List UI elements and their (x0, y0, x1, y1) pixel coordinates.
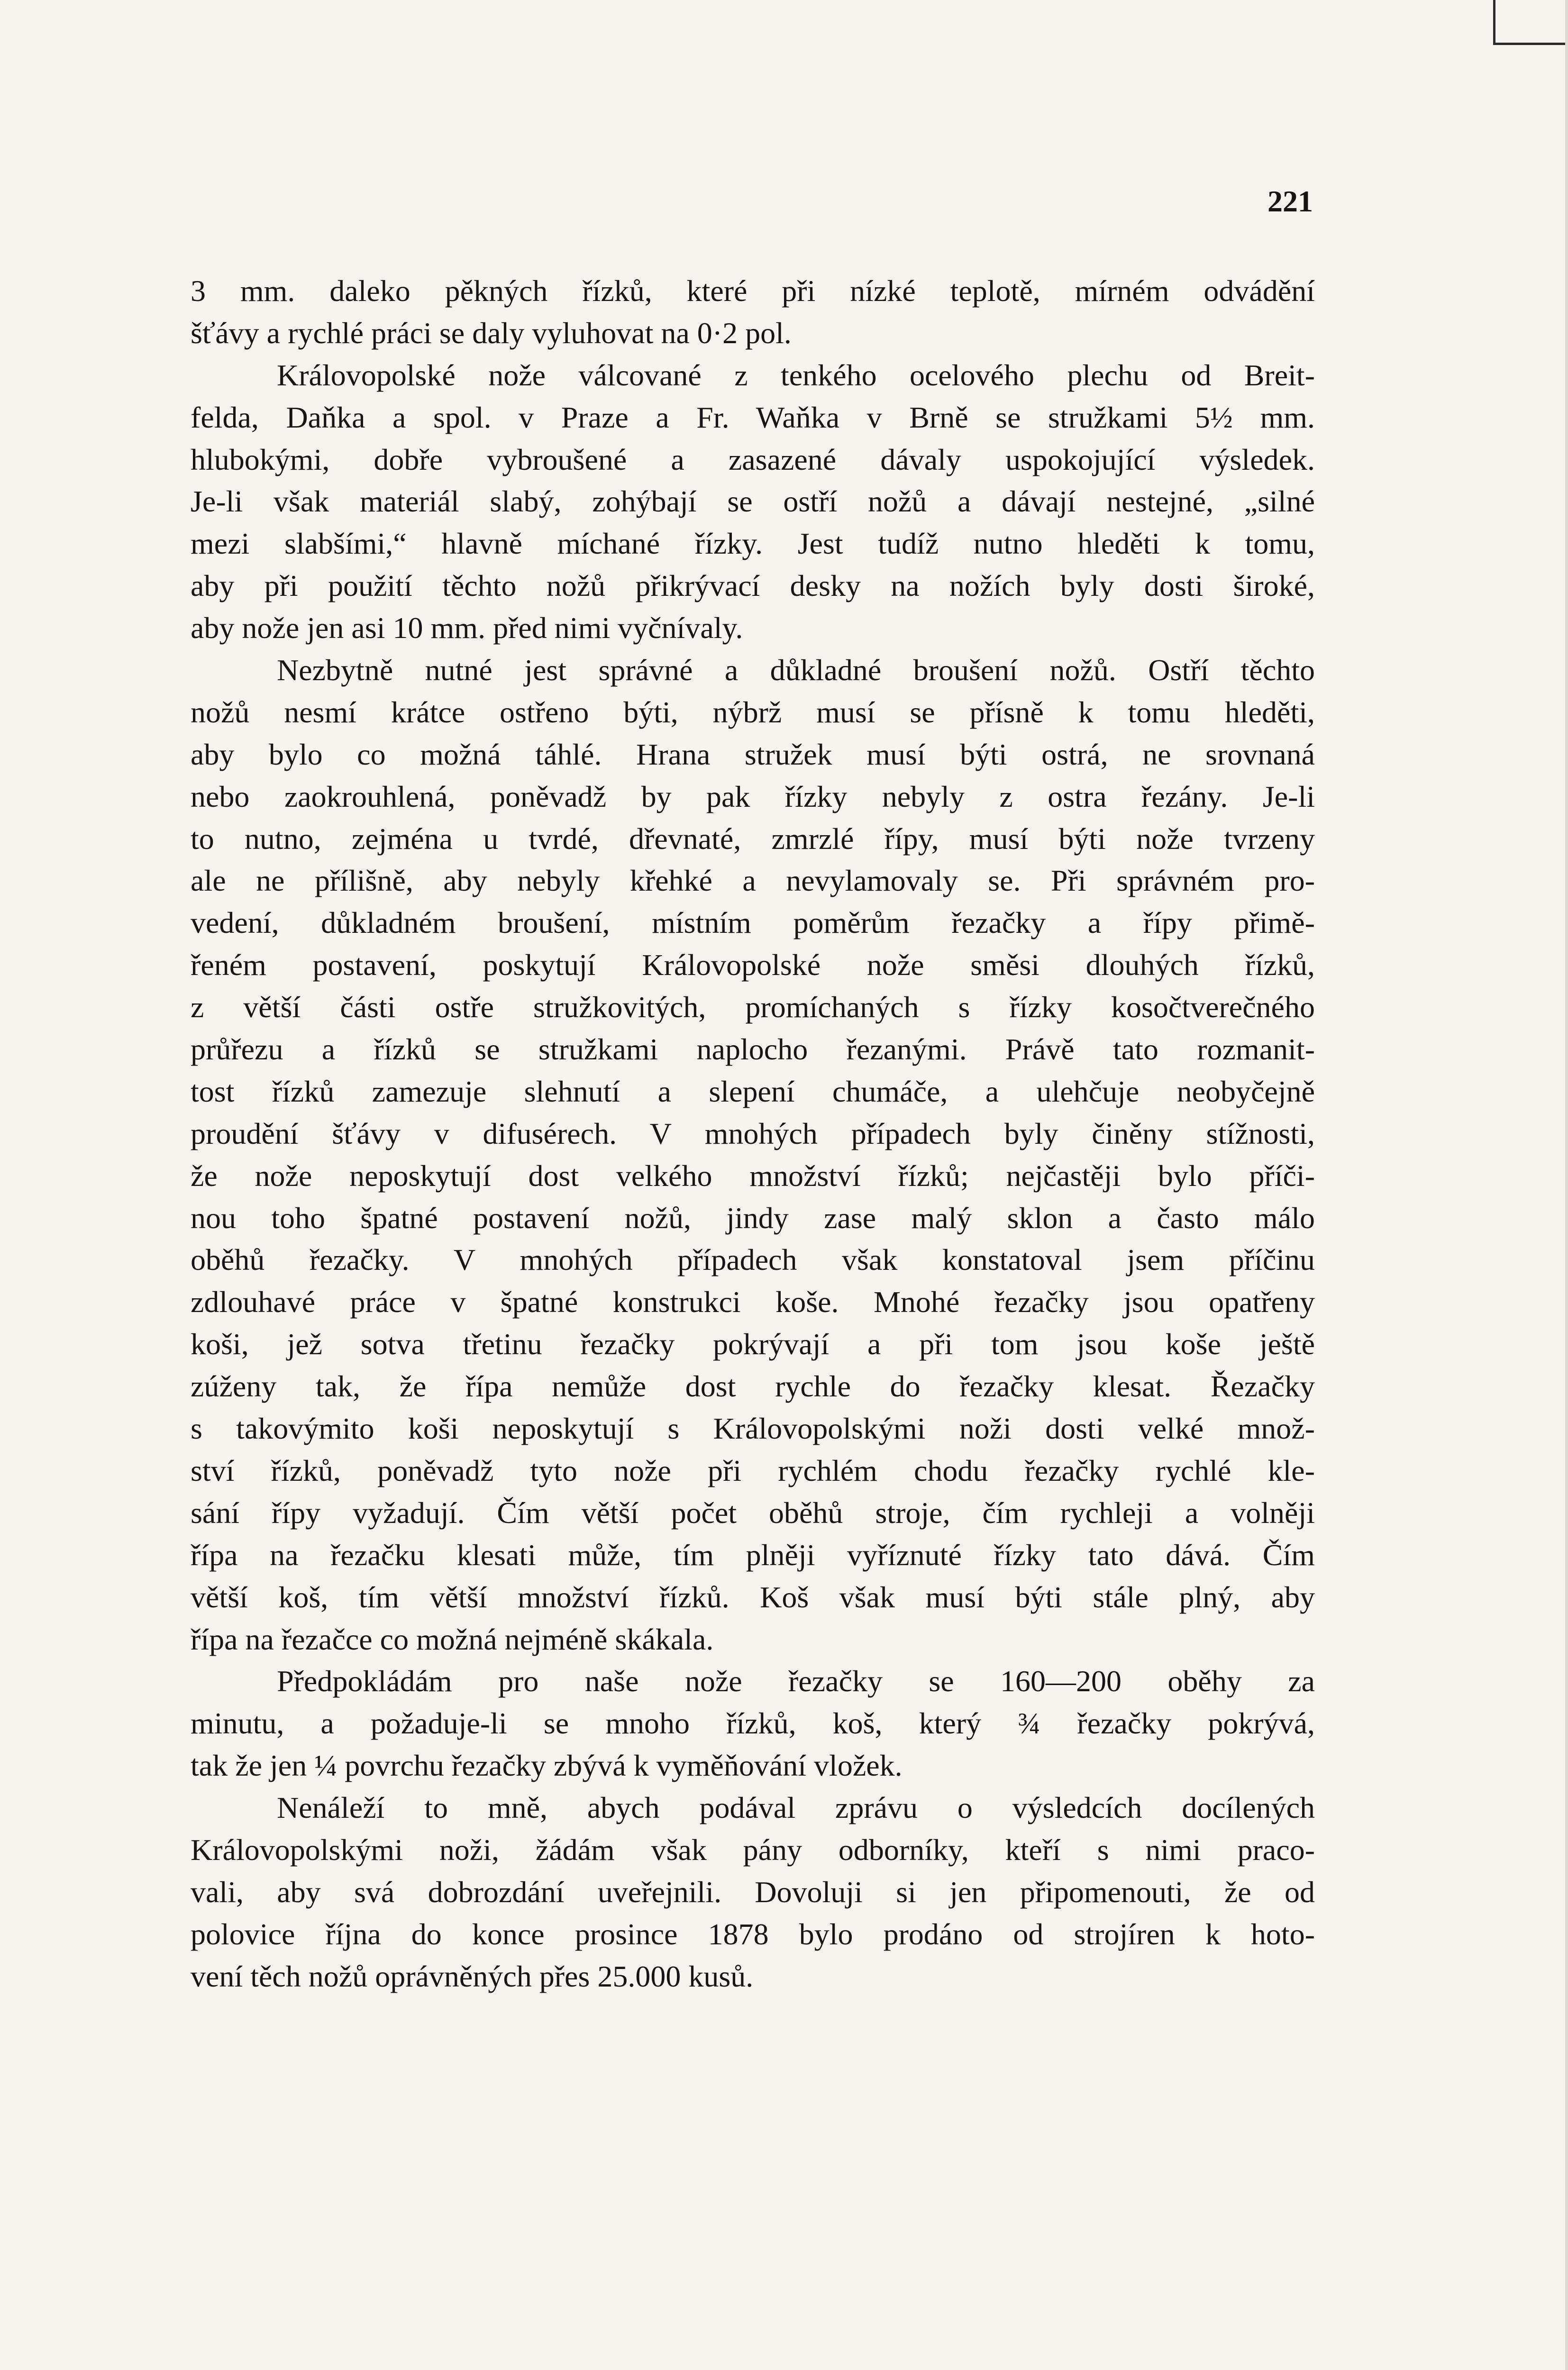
body-text (191, 270, 1315, 1998)
text-line: zdlouhavé práce v špatné konstrukci koše. Mnohé řezačky jsou opatřeny (191, 1285, 1315, 1319)
text-line: Je-li však materiál slabý, zohýbají se ostří nožů a dávají nestejné, „silné (191, 484, 1315, 519)
text-line: řípa na řezačce co možná nejméně skákala. (191, 1622, 714, 1656)
text-line: vení těch nožů oprávněných přes 25.000 kusů. (191, 1959, 754, 1993)
scan-frame-corner (1493, 0, 1568, 45)
text-line: aby při použití těchto nožů přikrývací desky na nožích byly dosti široké, (191, 569, 1315, 603)
text-line: Předpokládám pro naše nože řezačky se 160—200 oběhy za (277, 1664, 1315, 1698)
text-line: Královopolské nože válcované z tenkého ocelového plechu od Breit- (277, 358, 1315, 392)
text-line: průřezu a řízků se stružkami naplocho řezanými. Právě tato rozmanit- (191, 1032, 1315, 1066)
page-number: 221 (1267, 184, 1313, 218)
text-line: Nenáleží to mně, abych podával zprávu o výsledcích docílených (277, 1791, 1315, 1825)
text-line: nožů nesmí krátce ostřeno býti, nýbrž musí se přísně k tomu hleděti, (191, 695, 1315, 729)
text-line: že nože neposkytují dost velkého množství řízků; nejčastěji bylo příči- (191, 1158, 1315, 1193)
text-line: z větší části ostře stružkovitých, promíchaných s řízky kosočtverečného (191, 990, 1315, 1024)
scan-edge (1565, 0, 1568, 2370)
text-line: proudění šťávy v difusérech. V mnohých případech byly činěny stížnosti, (191, 1116, 1315, 1150)
text-line: Královopolskými noži, žádám však pány odborníky, kteří s nimi praco- (191, 1832, 1315, 1867)
text-line: šťávy a rychlé práci se daly vyluhovat na 0·2 pol. (191, 316, 792, 350)
text-line: řípa na řezačku klesati může, tím plněji vyříznuté řízky tato dává. Čím (191, 1538, 1315, 1572)
text-line: ale ne přílišně, aby nebyly křehké a nevylamovaly se. Při správném pro- (191, 864, 1315, 898)
text-line: to nutno, zejména u tvrdé, dřevnaté, zmrzlé řípy, musí býti nože tvrzeny (191, 821, 1315, 856)
text-line: aby bylo co možná táhlé. Hrana stružek musí býti ostrá, ne srovnaná (191, 737, 1315, 771)
text-line: řeném postavení, poskytují Královopolské nože směsi dlouhých řízků, (191, 948, 1315, 982)
text-line: vali, aby svá dobrozdání uveřejnili. Dovoluji si jen připomenouti, že od (191, 1875, 1315, 1909)
text-line: hlubokými, dobře vybroušené a zasazené dávaly uspokojující výsledek. (191, 442, 1315, 476)
text-line: nebo zaokrouhlená, poněvadž by pak řízky nebyly z ostra řezány. Je-li (191, 779, 1315, 813)
text-line: polovice října do konce prosince 1878 bylo prodáno od strojíren k hoto- (191, 1917, 1315, 1951)
text-line: s takovýmito koši neposkytují s Královopolskými noži dosti velké množ- (191, 1412, 1315, 1446)
text-line: zúženy tak, že řípa nemůže dost rychle do řezačky klesat. Řezačky (191, 1369, 1315, 1404)
text-line: vedení, důkladném broušení, místním poměrům řezačky a řípy přimě- (191, 906, 1315, 940)
text-line: Nezbytně nutné jest správné a důkladné broušení nožů. Ostří těchto (277, 653, 1315, 687)
text-line: aby nože jen asi 10 mm. před nimi vyčnívaly. (191, 611, 743, 645)
text-line: felda, Daňka a spol. v Praze a Fr. Waňka v Brně se stružkami 5½ mm. (191, 400, 1315, 434)
text-line: větší koš, tím větší množství řízků. Koš však musí býti stále plný, aby (191, 1580, 1315, 1614)
text-line: mezi slabšími,“ hlavně míchané řízky. Jest tudíž nutno hleděti k tomu, (191, 527, 1315, 561)
text-line: ství řízků, poněvadž tyto nože při rychlém chodu řezačky rychlé kle- (191, 1453, 1315, 1487)
text-line: sání řípy vyžadují. Čím větší počet oběhů stroje, čím rychleji a volněji (191, 1495, 1315, 1530)
text-line: tak že jen ¼ povrchu řezačky zbývá k vyměňování vložek. (191, 1749, 903, 1783)
text-line: koši, jež sotva třetinu řezačky pokrývají a při tom jsou koše ještě (191, 1327, 1315, 1361)
text-line: minutu, a požaduje-li se mnoho řízků, koš, který ¾ řezačky pokrývá, (191, 1706, 1315, 1741)
text-line: tost řízků zamezuje slehnutí a slepení chumáče, a ulehčuje neobyčejně (191, 1074, 1315, 1108)
text-line: nou toho špatné postavení nožů, jindy zase malý sklon a často málo (191, 1201, 1315, 1235)
text-line: oběhů řezačky. V mnohých případech však konstatoval jsem příčinu (191, 1243, 1315, 1277)
text-line: 3 mm. daleko pěkných řízků, které při nízké teplotě, mírném odvádění (191, 274, 1315, 308)
